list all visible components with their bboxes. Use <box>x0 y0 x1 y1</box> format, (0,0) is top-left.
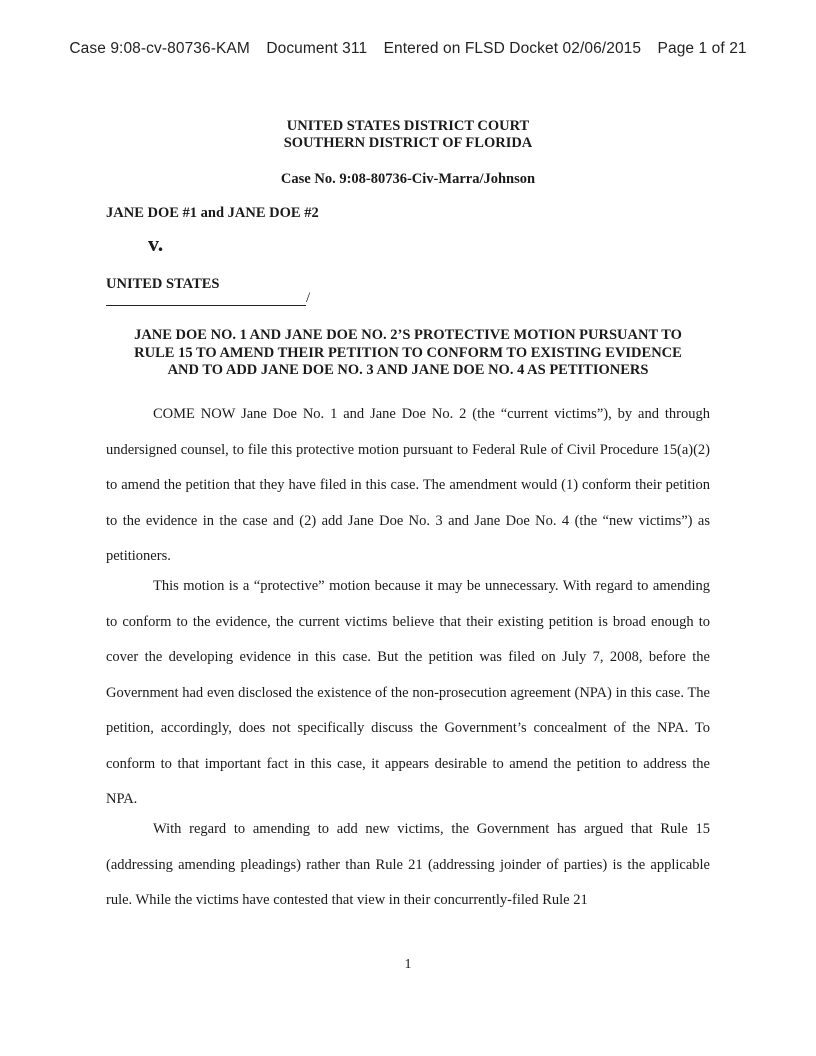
paragraph: COME NOW Jane Doe No. 1 and Jane Doe No. 2 (the “current victims”), by and through undersigned counsel, to file this protective motion pursuant to Federal Rule of Civil Procedure 15(a)(2) to amend the petition that they have filed in this case. The amendment would (1) conform their petition to the evidence in the case and (2) add Jane Doe No. 3 and Jane Doe No. 4 (the “new victims”) as petitioners. <box>106 406 710 564</box>
court-line-2: SOUTHERN DISTRICT OF FLORIDA <box>283 135 533 151</box>
defendant: UNITED STATES <box>106 276 220 292</box>
page-indicator: Page 1 of 21 <box>657 40 747 57</box>
paragraph: With regard to amending to add new victims, the Government has argued that Rule 15 (addressing amending pleadings) rather than Rule 21 (addressing joinder of parties) is the applicable rule. While the victims have contested that view in their concurrently-filed Rule 21 <box>106 821 710 908</box>
page-number: 1 <box>404 957 412 972</box>
versus-mark: v. <box>148 231 164 256</box>
court-name <box>0 118 816 152</box>
court-line-1: UNITED STATES DISTRICT COURT <box>286 118 530 134</box>
paragraph-block-2 <box>106 569 710 818</box>
plaintiffs: JANE DOE #1 and JANE DOE #2 <box>106 205 319 221</box>
docket-header <box>0 40 816 58</box>
caption-rule-line <box>106 293 306 306</box>
title-line-3: AND TO ADD JANE DOE NO. 3 AND JANE DOE NO. 4 AS PETITIONERS <box>167 362 649 378</box>
title-line-1: JANE DOE NO. 1 AND JANE DOE NO. 2’S PROTECTIVE MOTION PURSUANT TO <box>134 327 682 343</box>
caption-slash: / <box>306 290 311 306</box>
paragraph: This motion is a “protective” motion because it may be unnecessary. With regard to amending to conform to the evidence, the current victims believe that their existing petition is broad enough to cover the developing evidence in this case. But the petition was filed on July 7, 2008, before the Government had even disclosed the existence of the non-prosecution agreement (NPA) in this case. The petition, accordingly, does not specifically discuss the Government’s concealment of the NPA. To conform to that important fact in this case, it appears desirable to amend the petition to address the NPA. <box>106 578 710 807</box>
document-number: Document 311 <box>266 40 368 57</box>
case-number: Case No. 9:08-80736-Civ-Marra/Johnson <box>280 171 536 187</box>
title-line-2: RULE 15 TO AMEND THEIR PETITION TO CONFORM TO EXISTING EVIDENCE <box>134 344 682 361</box>
paragraph-block-3 <box>106 812 710 919</box>
paragraph-block-1 <box>106 397 710 575</box>
entered-date: Entered on FLSD Docket 02/06/2015 <box>383 40 642 57</box>
case-id: Case 9:08-cv-80736-KAM <box>69 40 250 57</box>
motion-title <box>90 327 726 380</box>
